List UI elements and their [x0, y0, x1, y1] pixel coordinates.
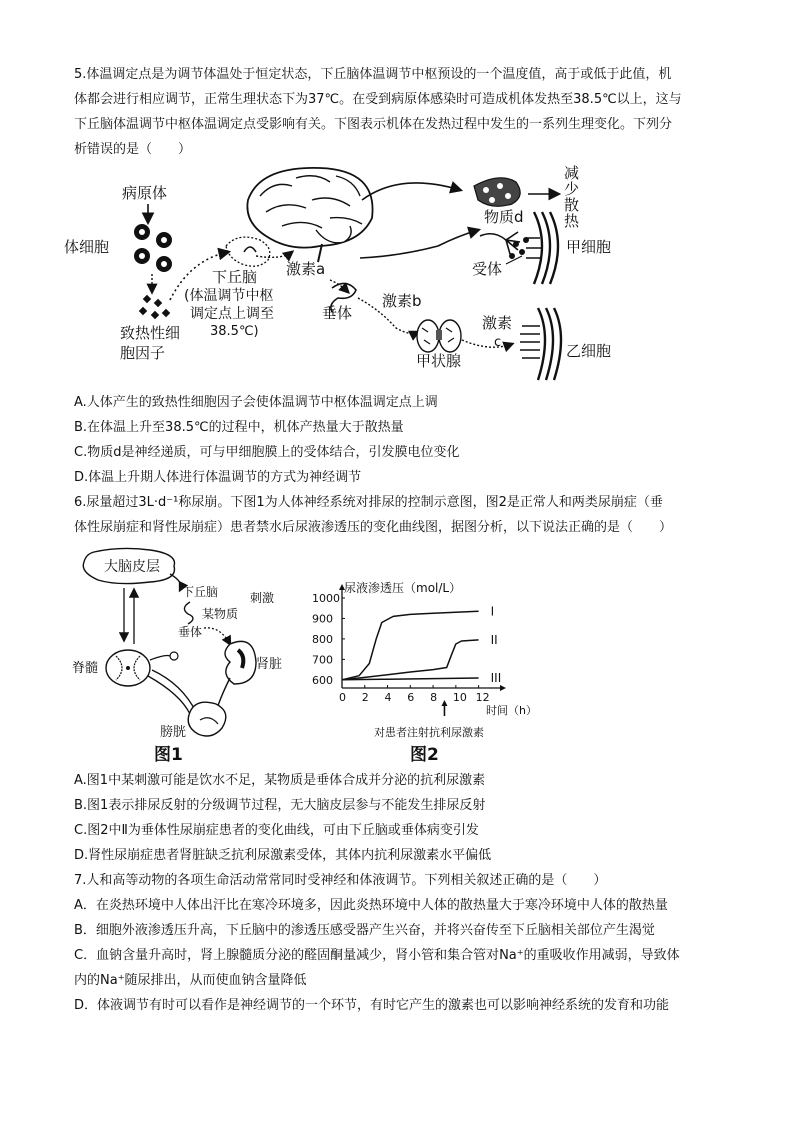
x-tick-label: 2: [361, 691, 369, 704]
q5-label-cell-jia: 甲细胞: [566, 238, 612, 256]
q7-option-d: D．体液调节有时可以看作是神经调节的一个环节，有时它产生的激素也可以影响神经系统的发育和功能: [74, 998, 670, 1013]
q5-label-substance-d: 物质d: [484, 208, 524, 226]
kidney-icon: [216, 641, 256, 712]
q5-label-hypothalamus-note-3: 38.5℃): [210, 324, 259, 339]
bladder-icon: [188, 702, 226, 736]
q5-label-pyrogen-2: 胞因子: [120, 344, 166, 362]
brain-icon: [247, 168, 372, 262]
q6-option-d: D.肾性尿崩症患者肾脏缺乏抗利尿激素受体，其体内抗利尿激素水平偏低: [74, 848, 492, 863]
q5-label-reduce-3: 散: [564, 196, 580, 214]
q5-stem-line-2: 体都会进行相应调节，正常生理状态下为37℃。在受到病原体感染时可造成机体发热至38.5℃以上，这与: [74, 92, 682, 107]
q5-stem-line-4: 析错误的是（ ）: [74, 142, 192, 157]
q6-fig1-stimulus: 刺激: [250, 591, 275, 605]
x-tick-label: 12: [475, 691, 490, 704]
spinal-cord-icon: [106, 650, 150, 686]
q5-label-hormone-c-2: c: [494, 335, 502, 350]
body-cells-icon: [134, 224, 172, 272]
q5-label-hormone-c-1: 激素: [482, 314, 513, 332]
q7-stem: 7.人和高等动物的各项生命活动常常同时受神经和体液调节。下列相关叙述正确的是（ ）: [74, 873, 607, 888]
y-tick-label: 700: [312, 653, 333, 667]
pyrogen-particles-icon: [139, 295, 170, 319]
q7-option-a: A．在炎热环境中人体出汗比在寒冷环境多，因此炎热环境中人体的散热量大于寒冷环境中人体的散热量: [74, 898, 668, 913]
q5-label-receptor: 受体: [472, 260, 503, 278]
q5-label-cell-yi: 乙细胞: [566, 342, 612, 360]
series-line-II: [342, 640, 479, 680]
pituitary-icon: [184, 602, 193, 624]
q6-stem-line-1: 6.尿量超过3L·d⁻¹称尿崩。下图1为人体神经系统对排尿的控制示意图，图2是正常人和两类尿崩症（垂: [74, 495, 663, 510]
q6-figure-1: [70, 544, 290, 764]
q5-option-b: B.在体温上升至38.5℃的过程中，机体产热量大于散热量: [74, 420, 404, 435]
thyroid-icon: [417, 320, 461, 352]
q6-option-c: C.图2中Ⅱ为垂体性尿崩症患者的变化曲线，可由下丘脑或垂体病变引发: [74, 823, 479, 838]
q5-label-hormone-b: 激素b: [382, 292, 422, 310]
q6-fig1-spinal: 脊髓: [72, 661, 99, 676]
q6-fig1-kidney: 肾脏: [256, 657, 283, 672]
q5-label-reduce-2: 少: [564, 180, 580, 198]
q5-label-hypothalamus-note-2: 调定点上调至: [190, 306, 274, 322]
q5-label-pituitary: 垂体: [322, 304, 353, 322]
x-tick-label: 10: [452, 691, 467, 704]
x-tick-label: 8: [430, 691, 438, 704]
q5-option-d: D.体温上升期人体进行体温调节的方式为神经调节: [74, 470, 362, 485]
q5-label-pyrogen-1: 致热性细: [120, 324, 181, 342]
q6-figure-2-chart: [300, 578, 560, 768]
q7-option-c-line-1: C．血钠含量升高时，肾上腺髓质分泌的醛固酮量减少，肾小管和集合管对Na⁺的重吸收作用减弱，导致体: [74, 948, 680, 963]
x-tick-label: 0: [339, 691, 346, 704]
series-line-I: [342, 611, 479, 680]
blood-vessel-icon: [474, 178, 520, 206]
q6-fig1-bladder: 膀胱: [160, 725, 187, 740]
cell-jia-membrane-icon: [526, 212, 558, 284]
q5-label-pathogen: 病原体: [122, 184, 168, 202]
q6-option-b: B.图1表示排尿反射的分级调节过程，无大脑皮层参与不能发生排尿反射: [74, 798, 486, 813]
q5-fever-diagram: [60, 160, 620, 392]
series-label-II: II: [490, 632, 498, 647]
q5-stem-line-3: 下丘脑体温调节中枢体温调定点受影响有关。下图表示机体在发热过程中发生的一系列生理变化。下列分: [74, 117, 673, 132]
annotation-arrow-head: [441, 700, 447, 706]
q7-option-b: B．细胞外液渗透压升高，下丘脑中的渗透压感受器产生兴奋，并将兴奋传至下丘脑相关部位产生渴觉: [74, 923, 655, 938]
chart-annotation: 对患者注射抗利尿激素: [374, 726, 484, 739]
q5-label-reduce-4: 热: [564, 212, 580, 230]
y-tick-label: 1000: [312, 592, 340, 605]
chart-ylabel: 尿液渗透压（mol/L）: [344, 581, 462, 595]
synapse-icon: [480, 232, 529, 259]
series-label-I: I: [490, 604, 495, 619]
q7-option-c-line-2: 内的Na⁺随尿排出，从而使血钠含量降低: [74, 973, 307, 988]
chart-caption: 图2: [410, 745, 439, 765]
x-tick-label: 4: [384, 691, 392, 704]
q5-label-body-cell: 体细胞: [64, 238, 110, 256]
q6-option-a: A.图1中某刺激可能是饮水不足，某物质是垂体合成并分泌的抗利尿激素: [74, 773, 486, 788]
y-tick-label: 800: [312, 632, 333, 646]
q6-fig1-hypothalamus: 下丘脑: [182, 585, 219, 599]
x-axis-arrow: [500, 685, 506, 691]
y-tick-label: 600: [312, 673, 333, 687]
y-tick-label: 900: [312, 612, 333, 626]
q6-fig1-pituitary: 垂体: [178, 625, 203, 639]
q5-label-thyroid: 甲状腺: [416, 352, 462, 370]
chart-xlabel: 时间（h）: [486, 704, 537, 717]
series-label-III: III: [490, 670, 502, 685]
q5-stem-line-1: 5.体温调定点是为调节体温处于恒定状态，下丘脑体温调节中枢预设的一个温度值，高于或低于此值，机: [74, 67, 672, 82]
q5-label-hypothalamus: 下丘脑: [212, 268, 258, 286]
q6-stem-line-2: 体性尿崩症和肾性尿崩症）患者禁水后尿液渗透压的变化曲线图，据图分析，以下说法正确的是（ ）: [74, 520, 673, 535]
q5-label-reduce-1: 减: [564, 164, 580, 182]
q5-option-c: C.物质d是神经递质，可与甲细胞膜上的受体结合，引发膜电位变化: [74, 445, 460, 460]
q6-fig1-cortex: 大脑皮层: [104, 559, 160, 575]
q5-label-hormone-a: 激素a: [286, 260, 326, 278]
q5-label-hypothalamus-note-1: (体温调节中枢: [184, 288, 274, 304]
q6-fig1-caption: 图1: [154, 745, 183, 764]
q5-option-a: A.人体产生的致热性细胞因子会使体温调节中枢体温调定点上调: [74, 395, 438, 410]
q6-fig1-substance: 某物质: [202, 607, 239, 621]
x-tick-label: 6: [407, 691, 415, 704]
cell-yi-membrane-icon: [520, 308, 561, 380]
